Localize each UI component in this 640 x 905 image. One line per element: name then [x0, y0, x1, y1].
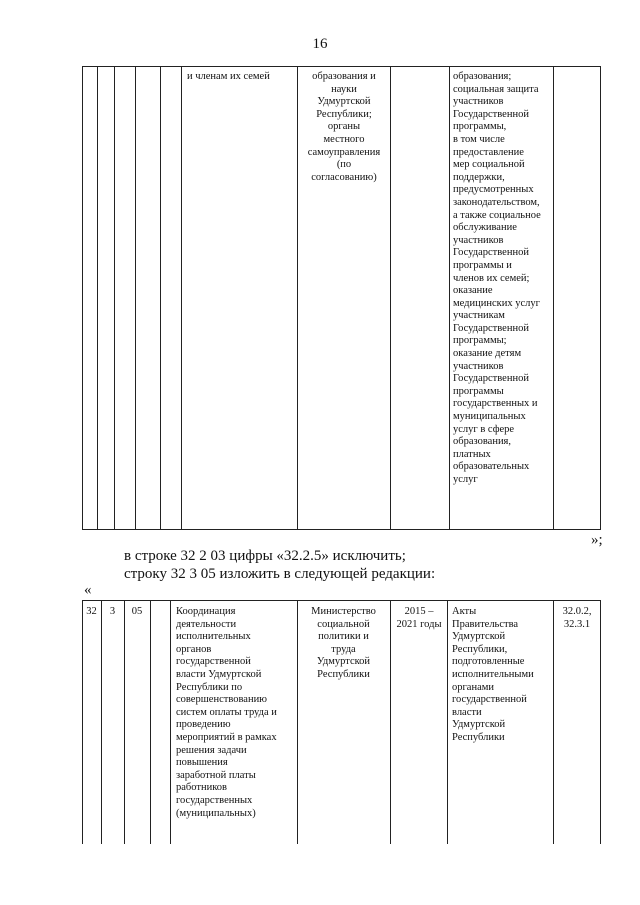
opening-quote: «: [84, 582, 92, 598]
table2-col-border: [101, 600, 102, 844]
table2-cell-result: Акты Правительства Удмуртской Республики, подготовленные исполнительными органами государственной власти Удмуртской Республики: [452, 606, 534, 743]
paragraph-exclude: в строке 32 2 03 цифры «32.2.5» исключить;: [124, 548, 406, 564]
table1-col-border: [390, 66, 391, 530]
table2-cell-period: 2015 – 2021 годы: [396, 606, 442, 630]
table2-top-border: [82, 600, 601, 601]
table2-cell-gp: 32: [86, 606, 97, 617]
table1-col-border: [135, 66, 136, 530]
page-number: 16: [312, 36, 328, 52]
table1-cell-results: образования; социальная защита участников Государственной программы, в том числе предоставление мер социальной поддержки, предусмотренных законодательством, а также социальное обслуживание участников Государственной программы и членов их семей; оказание медицинских услуг участникам Государственной программы; оказание детям участников Государственной программы государственных и муниципальных услуг в сфере образования, платных образовательных услуг: [453, 71, 541, 485]
table2-col-border: [447, 600, 448, 844]
table2-col-border: [170, 600, 171, 844]
table1-col-border: [160, 66, 161, 530]
table1-col-border: [114, 66, 115, 530]
table2-cell-indicators: 32.0.2, 32.3.1: [562, 606, 592, 630]
table2-col-border: [553, 600, 554, 844]
table2-col-border: [150, 600, 151, 844]
table1-col-border: [553, 66, 554, 530]
table1-col-border: [297, 66, 298, 530]
table2-col-border: [600, 600, 601, 844]
table1-col-border: [181, 66, 182, 530]
table2-cell-pp: 3: [109, 606, 116, 617]
table1-cell-executors: образования и науки Удмуртской Республики; органы местного самоуправления (по согласованию): [307, 71, 381, 183]
paragraph-new-edition: строку 32 3 05 изложить в следующей редакции:: [124, 566, 436, 582]
table1-col-border: [600, 66, 601, 530]
table2-col-border: [390, 600, 391, 844]
table2-col-border: [124, 600, 125, 844]
table1-col-border: [82, 66, 83, 530]
table2-col-border: [82, 600, 83, 844]
table2-cell-executor: Министерство социальной политики и труда Удмуртской Республики: [311, 606, 376, 680]
table1-col-border: [97, 66, 98, 530]
table2-cell-name: Координация деятельности исполнительных органов государственной власти Удмуртской Республики по совершенствованию систем оплаты труда и проведению мероприятий в рамках решения задачи повышения заработной платы работников государственных (муниципальных): [176, 606, 277, 819]
table1-col-border: [449, 66, 450, 530]
table2-cell-om: 05: [131, 606, 143, 617]
table1-cell-members: и членам их семей: [187, 71, 270, 82]
closing-quote: »;: [591, 532, 603, 548]
